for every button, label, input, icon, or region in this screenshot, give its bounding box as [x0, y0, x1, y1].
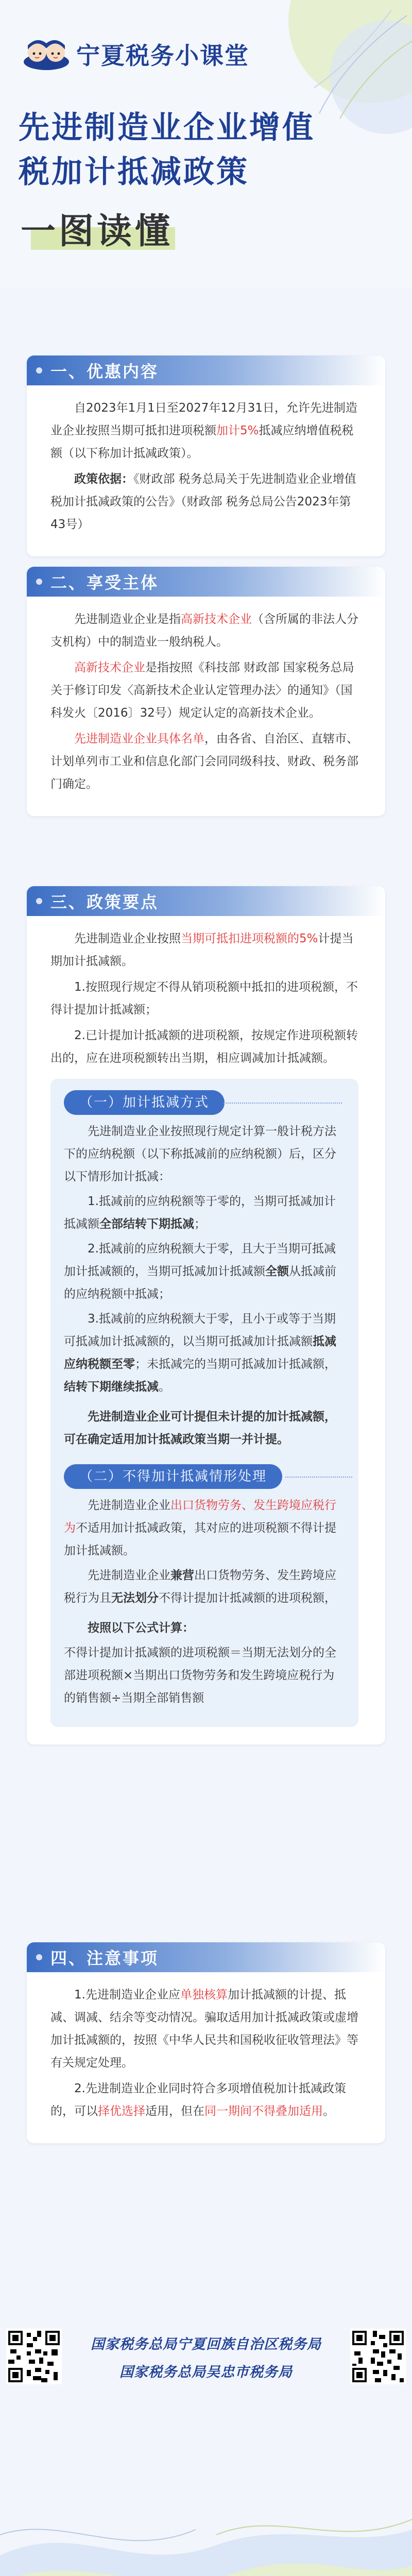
- text: 不适用加计抵减政策，其对应的进项税额不得计提加计抵减额。: [64, 1521, 336, 1557]
- text: ；未抵减完的当期可抵减加计抵减额，: [135, 1358, 336, 1371]
- section-body: [27, 1972, 385, 2143]
- text: 2.先进制造业企业同时符合多项增值税加计抵减政策的，可以: [50, 2082, 346, 2118]
- paragraph: 先进制造业企业可计提但未计提的加计抵减额，可在确定适用加计抵减政策当期一并计提。: [64, 1410, 336, 1446]
- subtitle-block: [21, 204, 191, 253]
- pill-row: [64, 1079, 345, 1120]
- bold-text: 无法划分: [111, 1591, 159, 1605]
- text: ；: [194, 1217, 206, 1231]
- text: （含所属的非法人分支机构）中的制造业一般纳税人。: [50, 613, 358, 649]
- text: 先进制造业企业是指: [74, 613, 181, 626]
- text: ，由各省、自治区、直辖市、计划单列市工业和信息化部门会同同级科技、财政、税务部门确定。: [50, 732, 358, 791]
- footer: [0, 2303, 412, 2576]
- section-header: [27, 1942, 385, 1972]
- text: 不得计提加计抵减额的进项税额，: [159, 1591, 336, 1605]
- subsection-pill: （二）不得加计抵减情形处理: [64, 1464, 282, 1489]
- section-title: 一、优惠内容: [50, 362, 159, 381]
- text: 从抵减前的应纳税额中抵减；: [64, 1265, 336, 1301]
- text: 1.抵减前的应纳税额等于零的，当期可抵减加计抵减额: [64, 1195, 336, 1231]
- offset-method-panel: [50, 1079, 358, 1727]
- brand-name: 宁夏税务小课堂: [76, 42, 249, 70]
- highlight-text: 先进制造业企业具体名单: [74, 732, 204, 745]
- section-title: 四、注意事项: [50, 1948, 159, 1968]
- dotted-divider: [285, 1477, 352, 1478]
- paragraph: [64, 1308, 345, 1398]
- text: 计提当期加计抵减额。: [50, 932, 354, 968]
- header-dot-icon: [36, 579, 42, 585]
- section-header: [27, 567, 385, 597]
- text: 1.先进制造业企业应: [74, 1988, 180, 2002]
- title-line-1: 先进制造业企业增值: [19, 110, 315, 146]
- pill-row: [64, 1453, 345, 1494]
- bold-text: 抵减应纳税额至零: [64, 1335, 336, 1371]
- text: 先进制造业企业: [88, 1499, 170, 1512]
- text: 加计抵减额的计提、抵减、调减、结余等变动情况。骗取适用加计抵减政策或虚增加计抵减额的，按照《中华人民共和国税收征收管理法》等有关规定处理。: [50, 1988, 358, 2070]
- org-name-1: 国家税务总局宁夏回族自治区税务局: [91, 2336, 321, 2352]
- paragraph: [50, 656, 358, 724]
- text: 2.抵减前的应纳税额大于零，且大于当期可抵减加计抵减额的，当期可抵减加计抵减额: [64, 1242, 336, 1278]
- org-name-2: 国家税务总局吴忠市税务局: [119, 2364, 293, 2380]
- bold-text: 全额: [265, 1265, 289, 1278]
- paragraph: [64, 1190, 345, 1235]
- section-key-points: [27, 886, 385, 1744]
- text: 3.抵减前的应纳税额大于零，且小于或等于当期可抵减加计抵减额的，以当期可抵减加计抵减额: [64, 1312, 336, 1348]
- section-notes: [27, 1942, 385, 2143]
- header-dot-icon: [36, 1954, 42, 1960]
- highlight-text: 单独核算: [180, 1988, 228, 2002]
- text: 是指按照《科技部 财政部 国家税务总局关于修订印发〈高新技术企业认定管理办法〉的通知》（国科发火〔2016〕32号）规定认定的高新技术企业。: [50, 661, 354, 720]
- section-header: [27, 355, 385, 385]
- section-title: 二、享受主体: [50, 573, 159, 592]
- highlight-text: 择优选择: [98, 2105, 145, 2118]
- paragraph: [64, 1494, 345, 1562]
- paragraph: [64, 1564, 345, 1609]
- mascot-icon: [22, 36, 71, 72]
- highlight-text: 出口货物劳务、发生跨境应税行为: [64, 1499, 336, 1535]
- paragraph: [50, 1984, 358, 2074]
- highlight-text: 加计5%: [216, 424, 259, 437]
- header: [0, 0, 412, 289]
- section-benefits: [27, 355, 385, 556]
- section-body: [27, 597, 385, 816]
- page-title: [19, 106, 394, 194]
- paragraph: [50, 468, 358, 536]
- paragraph: [50, 927, 358, 973]
- text: 。: [159, 1380, 170, 1394]
- section-body: [27, 916, 385, 1744]
- section-eligible-entities: [27, 567, 385, 816]
- bold-text: 结转下期继续抵减: [64, 1380, 159, 1394]
- label: 政策依据：: [74, 472, 133, 486]
- highlight-text: 高新技术企业: [74, 661, 145, 674]
- title-line-2: 税加计抵减政策: [19, 154, 249, 190]
- bold-text: 兼营: [170, 1569, 194, 1582]
- text: 先进制造业企业按照: [74, 932, 181, 945]
- paragraph: [50, 397, 358, 465]
- paragraph: 先进制造业企业按照现行规定计算一般计税方法下的应纳税额（以下称抵减前的应纳税额）后，区分以下情形加计抵减：: [64, 1125, 336, 1183]
- brand: [22, 36, 249, 72]
- highlight-text: 当期可抵扣进项税额的5%: [181, 932, 318, 945]
- section-body: [27, 385, 385, 556]
- paragraph: 1.按照现行规定不得从销项税额中抵扣的进项税额，不得计提加计抵减额；: [50, 980, 358, 1016]
- bold-text: 全部结转下期抵减: [99, 1217, 194, 1231]
- paragraph: [50, 2077, 358, 2123]
- paragraph: 2.已计提加计抵减额的进项税额，按规定作进项税额转出的，应在进项税额转出当期，相应调减加计抵减额。: [50, 1029, 358, 1065]
- highlight-text: 高新技术企业: [181, 613, 252, 626]
- dotted-divider: [224, 1103, 342, 1104]
- text: 《财政部 税务总局关于先进制造业企业增值税加计抵减政策的公告》（财政部 税务总局公告2023年第43号）: [50, 472, 356, 531]
- text: 出口货物劳务、发生跨境应税行为且: [64, 1569, 336, 1605]
- paragraph: [50, 608, 358, 653]
- header-dot-icon: [36, 367, 42, 374]
- text: 。: [323, 2105, 335, 2118]
- paragraph: [64, 1238, 345, 1306]
- footer-wave-decor: [0, 2473, 412, 2576]
- highlight-text: 同一期间不得叠加适用: [204, 2105, 323, 2118]
- header-dot-icon: [36, 898, 42, 904]
- text: 抵减应纳增值税税额（以下称加计抵减政策）。: [50, 424, 354, 460]
- subsection-pill: （一）加计抵减方式: [64, 1090, 225, 1115]
- paragraph: [50, 727, 358, 795]
- text: 自2023年1月1日至2027年12月31日，允许先进制造业企业按照当期可抵扣进项税额: [50, 401, 357, 437]
- text: 适用，但在: [145, 2105, 204, 2118]
- formula-text: 不得计提加计抵减额的进项税额＝当期无法划分的全部进项税额×当期出口货物劳务和发生跨境应税行为的销售额÷当期全部销售额: [64, 1646, 336, 1705]
- text: 先进制造业企业: [88, 1569, 170, 1582]
- subtitle: 一图读懂: [21, 211, 174, 252]
- section-header: [27, 886, 385, 916]
- formula-label: 按照以下公式计算：: [88, 1621, 194, 1635]
- section-title: 三、政策要点: [50, 892, 159, 912]
